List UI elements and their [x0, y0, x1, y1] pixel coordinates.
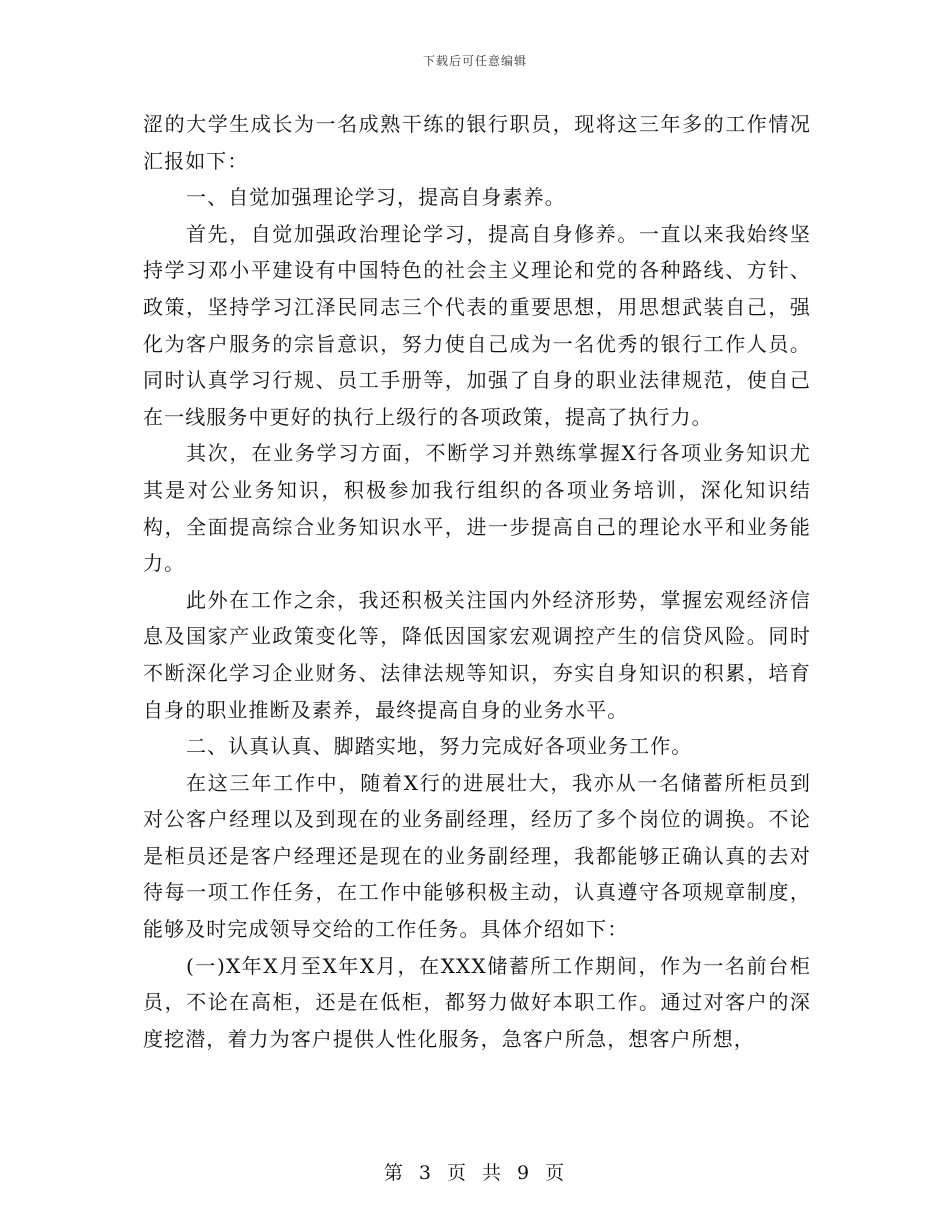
paragraph-career-progress: 在这三年工作中，随着X行的进展壮大，我亦从一名储蓄所柜员到对公客户经理以及到现在的业务副经理，经历了多个岗位的调换。不论是柜员还是客户经理还是现在的业务副经理，我都能够正确认真的去对待每一项工作任务，在工作中能够积极主动，认真遵守各项规章制度，能够及时完成领导交给的工作任务。具体介绍如下： [143, 770, 811, 942]
page-header-note: 下载后可任意编辑 [422, 54, 527, 68]
document-body [143, 106, 811, 1057]
paragraph-political-study: 首先，自觉加强政治理论学习，提高自身修养。一直以来我始终坚持学习邓小平建设有中国特色的社会主义理论和党的各种路线、方针、政策，坚持学习江泽民同志三个代表的重要思想，用思想武装自己，强化为客户服务的宗旨意识，努力使自己成为一名优秀的银行工作人员。同时认真学习行规、员工手册等，加强了自身的职业法律规范，使自己在一线服务中更好的执行上级行的各项政策，提高了执行力。 [143, 221, 811, 429]
section-heading-theory-study: 一、自觉加强理论学习，提高自身素养。 [186, 185, 566, 210]
section-heading-work-tasks: 二、认真认真、脚踏实地，努力完成好各项业务工作。 [186, 734, 693, 759]
page-number-footer: 第 3 页 共 9 页 [383, 1162, 567, 1184]
paragraph-business-study: 其次，在业务学习方面，不断学习并熟练掌握X行各项业务知识尤其是对公业务知识，积极参加我行组织的各项业务培训，深化知识结构，全面提高综合业务知识水平，进一步提高自己的理论水平和业务能力。 [143, 441, 811, 576]
paragraph-teller-period: (一)X年X月至X年X月，在XXX储蓄所工作期间，作为一名前台柜员，不论在高柜，还是在低柜，都努力做好本职工作。通过对客户的深度挖潜，着力为客户提供人性化服务，急客户所急，想客户所想， [143, 953, 811, 1051]
paragraph-economic-awareness: 此外在工作之余，我还积极关注国内外经济形势，掌握宏观经济信息及国家产业政策变化等，降低因国家宏观调控产生的信贷风险。同时不断深化学习企业财务、法律法规等知识，夯实自身知识的积累，培育自身的职业推断及素养，最终提高自身的业务水平。 [143, 587, 811, 722]
paragraph-continued-intro: 涩的大学生成长为一名成熟干练的银行职员，现将这三年多的工作情况汇报如下： [143, 112, 811, 173]
